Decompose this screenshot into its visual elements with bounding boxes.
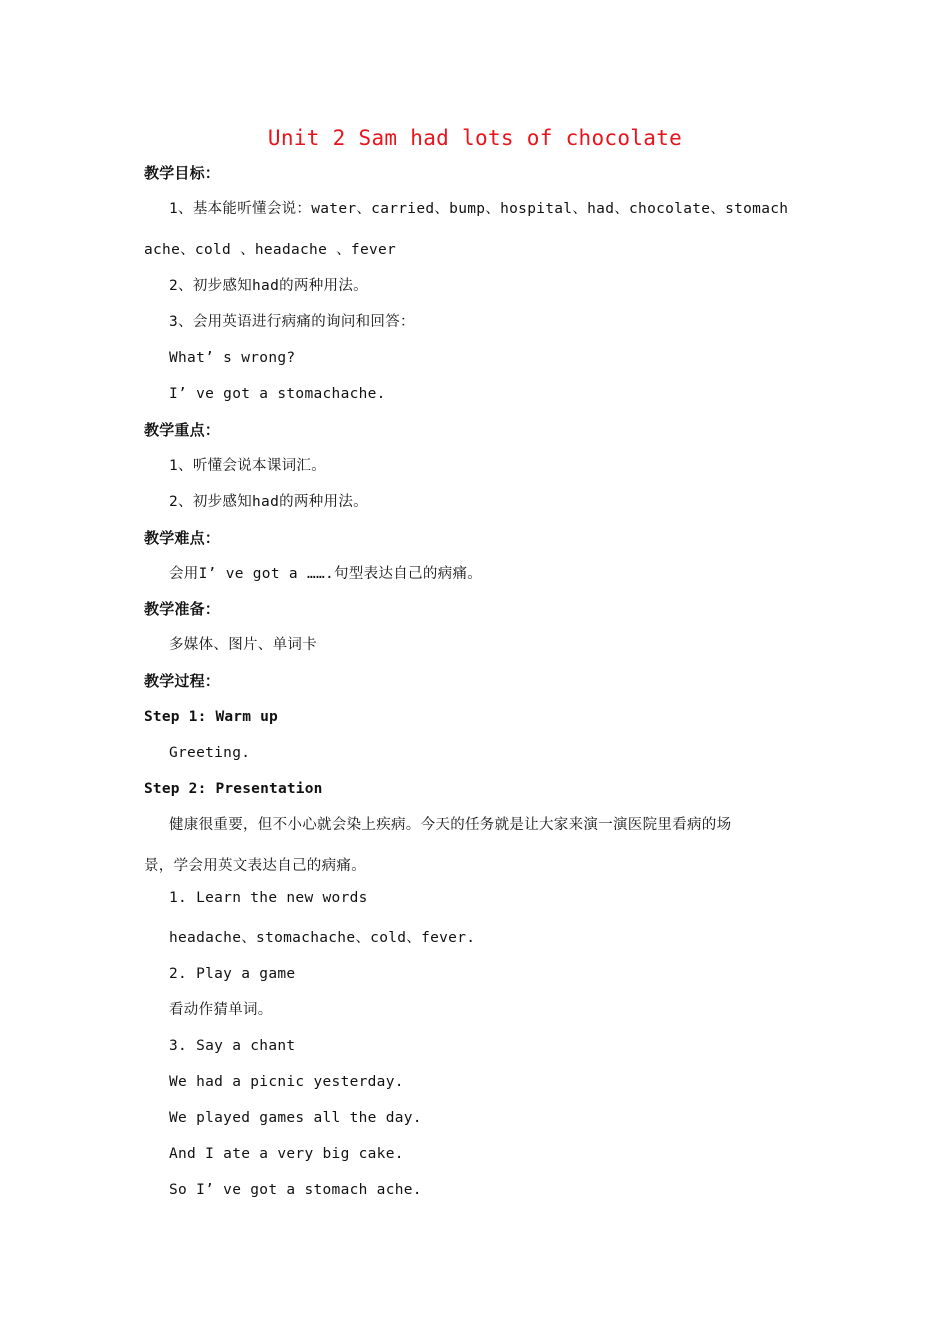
step-2-sub-2-text: 看动作猜单词。 [169, 1002, 273, 1018]
process-heading: 教学过程： [144, 672, 221, 690]
objectives-heading: 教学目标： [144, 164, 221, 182]
key-point-item-1: 1、听懂会说本课词汇。 [169, 458, 327, 474]
step-2-sub-1: 1. Learn the new words [169, 890, 368, 906]
preparation-item-1: 多媒体、图片、单词卡 [169, 637, 317, 653]
chant-line: So I’ ve got a stomach ache. [169, 1182, 422, 1198]
chant-line: We played games all the day. [169, 1110, 422, 1126]
step-2-title: Step 2: Presentation [144, 781, 323, 797]
example-question: What’ s wrong? [169, 350, 296, 366]
preparation-heading: 教学准备： [144, 600, 221, 618]
objective-item-3: 3、会用英语进行病痛的询问和回答： [169, 314, 415, 330]
step-2-sub-2: 2. Play a game [169, 966, 296, 982]
difficulty-item-1: 会用I’ ve got a …….句型表达自己的病痛。 [169, 566, 483, 582]
step-1-title: Step 1: Warm up [144, 709, 278, 725]
step-2-intro-line-1: 健康很重要，但不小心就会染上疾病。今天的任务就是让大家来演一演医院里看病的场 [169, 817, 732, 833]
chant-line: And I ate a very big cake. [169, 1146, 404, 1162]
step-2-sub-3: 3. Say a chant [169, 1038, 296, 1054]
step-2-intro-line-2: 景，学会用英文表达自己的病痛。 [144, 858, 366, 874]
objective-item-1-line-1: 1、基本能听懂会说：water、carried、bump、hospital、had、chocolate、stomach [169, 201, 789, 217]
example-answer: I’ ve got a stomachache. [169, 386, 386, 402]
key-point-item-2: 2、初步感知had的两种用法。 [169, 494, 368, 510]
document-title: Unit 2 Sam had lots of chocolate [267, 126, 683, 150]
objective-item-2: 2、初步感知had的两种用法。 [169, 278, 368, 294]
difficulties-heading: 教学难点： [144, 529, 221, 547]
key-points-heading: 教学重点： [144, 421, 221, 439]
chant-line: We had a picnic yesterday. [169, 1074, 404, 1090]
objective-item-1-line-2: ache、cold 、headache 、fever [144, 242, 397, 258]
step-1-text: Greeting. [169, 745, 251, 761]
step-2-sub-1-words: headache、stomachache、cold、fever. [169, 930, 476, 946]
